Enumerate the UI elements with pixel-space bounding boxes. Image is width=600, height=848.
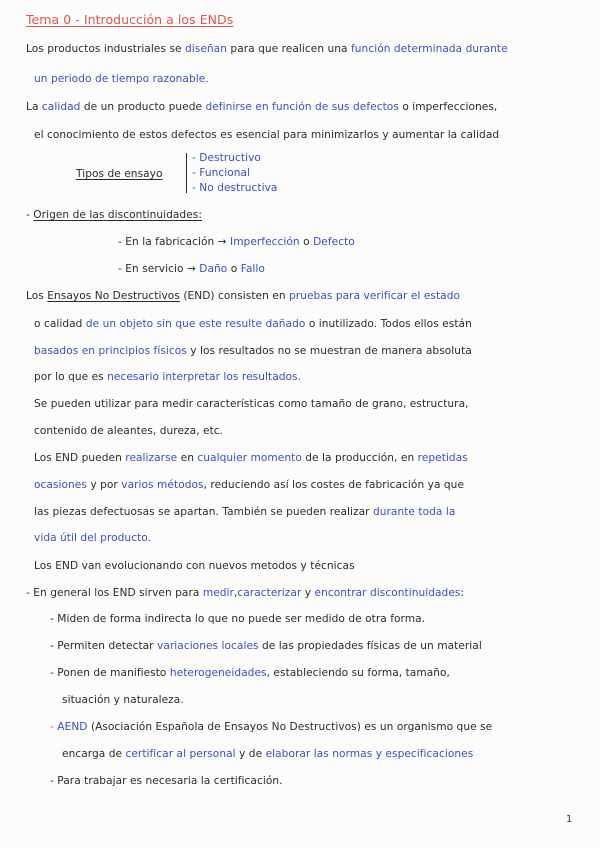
highlight-text: Imperfección <box>230 236 300 248</box>
bullet: - <box>26 587 34 599</box>
text: o inutilizado. Todos ellos están <box>308 318 472 330</box>
text: para que realicen una <box>230 43 348 55</box>
text: - Permiten detectar <box>50 640 154 652</box>
end-line-1 <box>26 290 460 302</box>
highlight-text: certificar al personal <box>125 748 236 760</box>
text: o <box>230 263 238 275</box>
origin-heading <box>26 209 202 221</box>
page-title: Tema 0 - Introducción a los ENDs <box>26 12 234 27</box>
end-line-11: Los END van evolucionando con nuevos metodos y técnicas <box>34 560 355 572</box>
general-bullet-2 <box>50 640 482 652</box>
general-bullet-3 <box>50 667 450 679</box>
highlight-text: calidad <box>41 101 81 113</box>
highlight-text: basados en principios físicos <box>34 345 187 357</box>
text: : <box>460 587 465 599</box>
end-line-2 <box>34 318 472 330</box>
highlight-text: para verificar el estado <box>335 290 461 302</box>
test-type-functional: - Funcional <box>192 167 251 179</box>
general-bullet-4 <box>50 721 492 733</box>
text: en <box>180 452 194 464</box>
text: de un producto puede <box>83 101 203 113</box>
end-line-10: vida útil del producto. <box>34 532 152 544</box>
highlight-text: encontrar discontinuidades <box>314 587 461 599</box>
bullet: - <box>50 721 54 733</box>
highlight-text: medir <box>202 587 234 599</box>
text: , estableciendo su forma, tamaño, <box>266 667 450 679</box>
highlight-text: de un objeto sin que este resulte dañado <box>85 318 306 330</box>
general-bullet-5: - Para trabajar es necesaria la certificación. <box>50 775 283 787</box>
paragraph-2-line-2: el conocimiento de estos defectos es esencial para minimizarlos y aumentar la calidad <box>34 129 500 141</box>
highlight-text: varios métodos <box>121 479 204 491</box>
text: (Asociación Española de Ensayos No Destructivos) es un organismo que se <box>90 721 493 733</box>
highlight-text: definirse en función de sus defectos <box>205 101 399 113</box>
end-line-9 <box>34 506 455 518</box>
highlight-text: Fallo <box>240 263 265 275</box>
text: encarga de <box>62 748 123 760</box>
text: En general los END sirven para <box>33 587 200 599</box>
general-bullet-3-cont: situación y naturaleza. <box>62 694 184 706</box>
highlight-text: repetidas <box>417 452 468 464</box>
highlight-text: pruebas <box>289 290 333 302</box>
general-intro <box>26 587 464 599</box>
paragraph-1-line-2: un periodo de tiempo razonable. <box>34 73 209 85</box>
text: las piezas defectuosas se apartan. También se pueden realizar <box>34 506 370 518</box>
end-line-5: Se pueden utilizar para medir características como tamaño de grano, estructura, <box>34 398 469 410</box>
highlight-text: Daño <box>199 263 228 275</box>
text: - En la fabricación → <box>118 236 227 248</box>
test-type-non-destructive: - No destructiva <box>192 182 278 194</box>
highlight-text: ocasiones <box>34 479 87 491</box>
end-line-8 <box>34 479 464 491</box>
text: La <box>26 101 39 113</box>
bullet: - <box>26 209 34 221</box>
general-bullet-4-cont <box>62 748 473 760</box>
text: y de <box>239 748 263 760</box>
text: Los productos industriales se <box>26 43 182 55</box>
end-line-7 <box>34 452 468 464</box>
origin-heading-text: Origen de las discontinuidades: <box>33 209 202 221</box>
highlight-text: durante toda la <box>372 506 456 518</box>
bracket-divider <box>186 153 187 193</box>
highlight-text: heterogeneidades <box>169 667 267 679</box>
origin-service <box>118 263 265 275</box>
test-type-destructive: - Destructivo <box>192 152 261 164</box>
text: y por <box>90 479 118 491</box>
text: de las propiedades físicas de un material <box>262 640 482 652</box>
text: - Ponen de manifiesto <box>50 667 167 679</box>
highlight-text: AEND <box>57 721 88 733</box>
text: - En servicio → <box>118 263 196 275</box>
end-line-6: contenido de aleantes, dureza, etc. <box>34 425 224 437</box>
paragraph-1-line-1 <box>26 43 508 55</box>
highlight-text: caracterizar <box>237 587 302 599</box>
text: por lo que es <box>34 371 104 383</box>
text: y <box>304 587 312 599</box>
text: Ensayos No Destructivos <box>47 290 180 302</box>
text: (END) consisten en <box>183 290 286 302</box>
end-line-4 <box>34 371 301 383</box>
highlight-text: Defecto <box>313 236 355 248</box>
highlight-text: realizarse <box>125 452 178 464</box>
highlight-text: función determinada durante <box>351 43 508 55</box>
highlight-text: cualquier momento <box>197 452 302 464</box>
highlight-text: elaborar las normas y especificaciones <box>265 748 474 760</box>
text: o imperfecciones, <box>402 101 498 113</box>
text: o <box>303 236 310 248</box>
text: , <box>233 587 238 599</box>
text: y los resultados no se muestran de manera absoluta <box>190 345 472 357</box>
page-number: 1 <box>566 814 573 825</box>
general-bullet-1: - Miden de forma indirecta lo que no puede ser medido de otra forma. <box>50 613 426 625</box>
origin-fabrication <box>118 236 355 248</box>
paragraph-2-line-1 <box>26 101 497 113</box>
text: , reduciendo así los costes de fabricación ya que <box>203 479 465 491</box>
end-line-3 <box>34 345 472 357</box>
text: Los END pueden <box>34 452 122 464</box>
text: o calidad <box>34 318 83 330</box>
text: Los <box>26 290 44 302</box>
highlight-text: variaciones locales <box>157 640 259 652</box>
test-types-label: Tipos de ensayo <box>76 168 163 180</box>
text: de la producción, en <box>305 452 415 464</box>
highlight-text: necesario interpretar los resultados. <box>107 371 302 383</box>
highlight-text: diseñan <box>185 43 227 55</box>
